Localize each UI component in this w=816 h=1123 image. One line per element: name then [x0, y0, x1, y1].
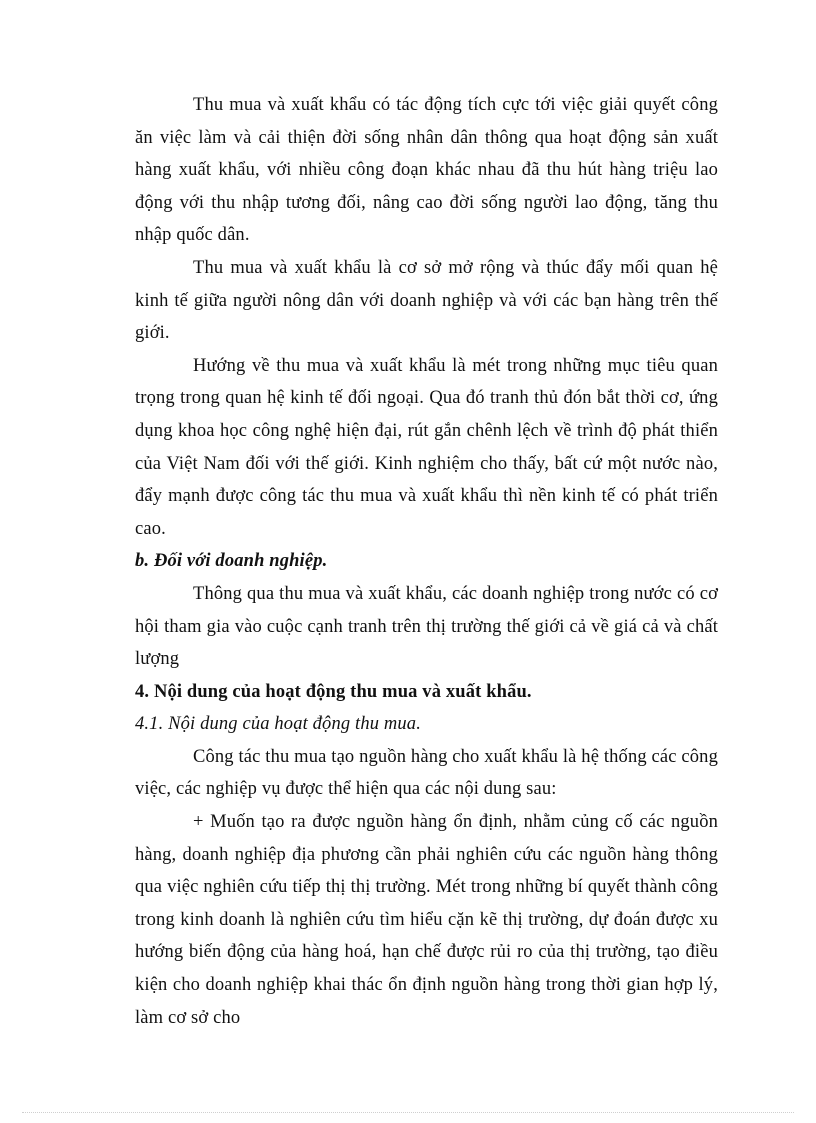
- document-body: [135, 89, 718, 1034]
- paragraph-employment: Thu mua và xuất khẩu có tác động tích cực tới việc giải quyết công ăn việc làm và cải thiện đời sống nhân dân thông qua hoạt động sản xuất hàng xuất khẩu, với nhiều công đoạn khác nhau đã thu hút hàng triệu lao động với thu nhập tương đối, nâng cao đời sống người lao động, tăng thu nhập quốc dân.: [135, 95, 718, 246]
- paragraph-enterprise: Thông qua thu mua và xuất khẩu, các doanh nghiệp trong nước có cơ hội tham gia vào cuộc cạnh tranh trên thị trường thế giới cả về giá cả và chất lượng: [135, 583, 718, 670]
- subsection-heading-purchasing: 4.1. Nội dung của hoạt động thu mua.: [135, 714, 421, 735]
- paragraph-market-research: + Muốn tạo ra được nguồn hàng ổn định, nhằm củng cố các nguồn hàng, doanh nghiệp địa phương cần phải nghiên cứu các nguồn hàng thông qua việc nghiên cứu tiếp thị thị trường. Mét trong những bí quyết thành công trong kinh doanh là nghiên cứu tìm hiểu cặn kẽ thị trường, dự đoán được xu hướng biến động của hàng hoá, hạn chế được rủi ro của thị trường, tạo điều kiện cho doanh nghiệp khai thác ổn định nguồn hàng trong thời gian hợp lý, làm cơ sở cho: [135, 812, 718, 1028]
- section-heading-enterprise: b. Đối với doanh nghiệp.: [135, 551, 328, 572]
- paragraph-foreign-economy: Hướng về thu mua và xuất khẩu là mét trong những mục tiêu quan trọng trong quan hệ kinh tế đối ngoại. Qua đó tranh thủ đón bắt thời cơ, ứng dụng khoa học công nghệ hiện đại, rút gắn chênh lệch về trình độ phát thiển của Việt Nam đối với thế giới. Kinh nghiệm cho thấy, bất cứ một nước nào, đẩy mạnh được công tác thu mua và xuất khẩu thì nền kinh tế có phát triển cao.: [135, 355, 718, 539]
- paragraph-economic-relations: Thu mua và xuất khẩu là cơ sở mở rộng và thúc đẩy mối quan hệ kinh tế giữa người nông dân với doanh nghiệp và với các bạn hàng trên thế giới.: [135, 257, 718, 344]
- section-heading-content: 4. Nội dung của hoạt động thu mua và xuất khẩu.: [135, 681, 532, 702]
- page-bottom-divider: [22, 1112, 794, 1113]
- paragraph-purchasing-intro: Công tác thu mua tạo nguồn hàng cho xuất khẩu là hệ thống các công việc, các nghiệp vụ được thể hiện qua các nội dung sau:: [135, 746, 718, 800]
